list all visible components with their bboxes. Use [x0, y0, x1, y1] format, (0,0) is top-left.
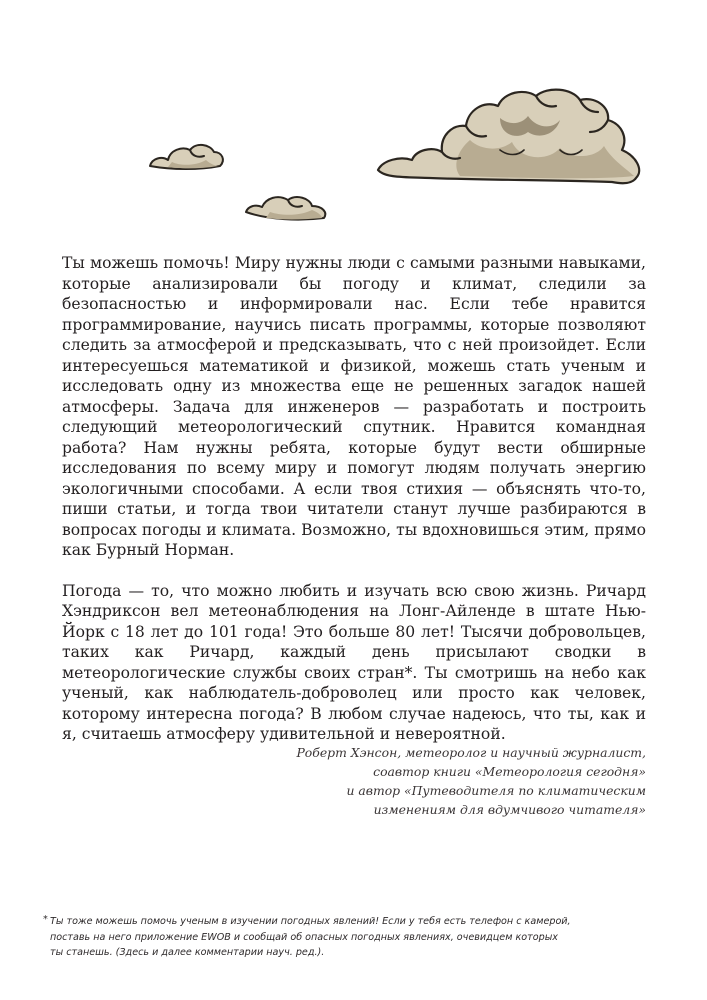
footnote-line: ты станешь. (Здесь и далее комментарии науч. ред.).	[50, 947, 325, 958]
small-cloud-icon	[246, 197, 325, 219]
footnote-line: Ты тоже можешь помочь ученым в изучении погодных явлений! Если у тебя есть телефон с камерой,	[50, 916, 571, 927]
paragraph: Ты можешь помочь! Миру нужны люди с самыми разными навыками, которые анализировали бы погоду и климат, следили за безопасностью и информировали нас. Если тебе нравится программирование, научись писать программы, которые позволяют следить за атмосферой и предсказывать, что с ней произойдет. Если интересуешься математикой и физикой, можешь стать ученым и исследовать одну из множества еще не решенных загадок нашей атмосферы. Задача для инженеров — разработать и построить следующий метеорологический спутник. Нравится командная работа? Нам нужны ребята, которые будут вести обширные исследования по всему миру и помогут людям получать энергию экологичными способами. А если твоя стихия — объяснять что-то, пиши статьи, и тогда твои читатели станут лучше разбираются в вопросах погоды и климата. Возможно, ты вдохновишься этим, прямо как Бурный Норман.	[62, 254, 646, 559]
paragraph: Погода — то, что можно любить и изучать всю свою жизнь. Ричард Хэндриксон вел метеонаблюдения на Лонг-Айленде в штате Нью-Йорк с 18 лет до 101 года! Это больше 80 лет! Тысячи добровольцев, таких как Ричард, каждый день присылают сводки в метеорологические службы своих стран*. Ты смотришь на небо как ученый, как наблюдатель-доброволец или просто как человек, которому интересна погода? В любом случае надеюсь, что ты, как и я, считаешь атмосферу удивительной и невероятной.	[62, 581, 646, 743]
author-signature	[226, 743, 646, 819]
main-text	[62, 253, 646, 765]
large-cloud-icon	[378, 90, 639, 184]
small-cloud-icon	[150, 145, 223, 169]
signature-line: Роберт Хэнсон, метеоролог и научный журналист,	[296, 745, 646, 760]
footnote-mark: *	[43, 914, 48, 925]
clouds-illustration	[0, 0, 707, 240]
signature-line: изменениям для вдумчивого читателя»	[373, 802, 646, 817]
signature-line: соавтор книги «Метеорология сегодня»	[373, 764, 646, 779]
footnote-line: поставь на него приложение EWOB и сообщай об опасных погодных явлениях, очевидцем которых	[50, 931, 558, 943]
signature-line: и автор «Путеводителя по климатическим	[346, 783, 646, 798]
footnote	[43, 914, 610, 961]
